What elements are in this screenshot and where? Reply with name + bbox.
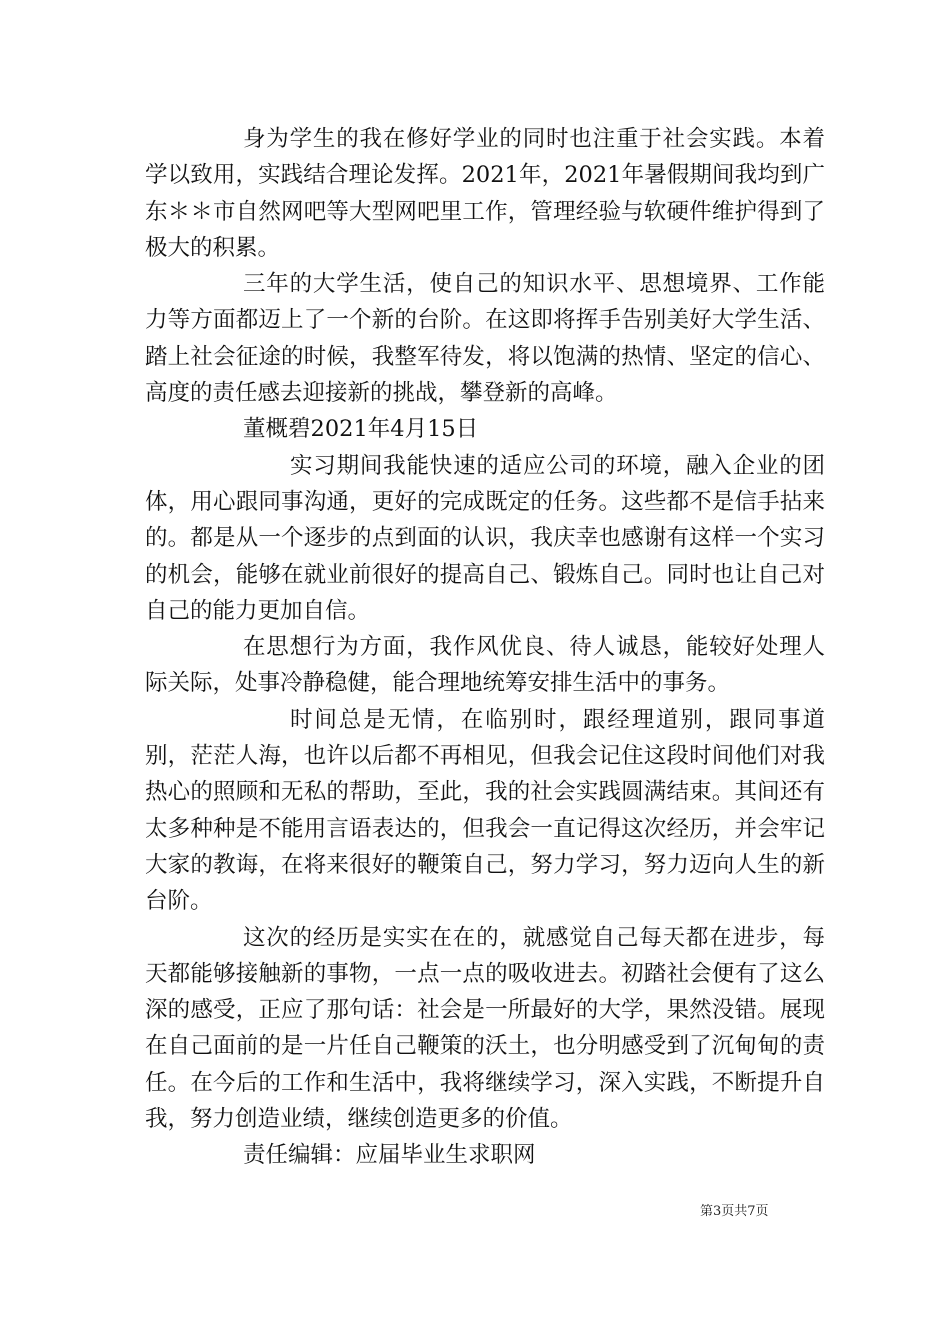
paragraph-experience: 这次的经历是实实在在的，就感觉自己每天都在进步，每天都能够接触新的事物，一点一点的吸收进去。初踏社会便有了这么深的感受，正应了那句话：社会是一所最好的大学，果然没错。展现在自己面前的是一片任自己鞭策的沃土，也分明感受到了沉甸甸的责任。在今后的工作和生活中，我将继续学习，深入实践，不断提升自我，努力创造业绩，继续创造更多的价值。 bbox=[145, 924, 825, 1133]
paragraph-university-life: 三年的大学生活，使自己的知识水平、思想境界、工作能力等方面都迈上了一个新的台阶。在这即将挥手告别美好大学生活、踏上社会征途的时候，我整军待发，将以饱满的热情、坚定的信心、高度的责任感去迎接新的挑战，攀登新的高峰。 bbox=[145, 271, 825, 407]
paragraph-conduct: 在思想行为方面，我作风优良、待人诚恳，能较好处理人际关际，处事冷静稳健，能合理地统筹安排生活中的事务。 bbox=[145, 634, 825, 697]
page-number: 第3页共7页 bbox=[700, 1204, 769, 1219]
document-body bbox=[145, 121, 825, 1174]
signature-line: 董概碧2021年4月15日 bbox=[243, 416, 479, 443]
paragraph-internship: 实习期间我能快速的适应公司的环境，融入企业的团体，用心跟同事沟通，更好的完成既定的任务。这些都不是信手拈来的。都是从一个逐步的点到面的认识，我庆幸也感谢有这样一个实习的机会，能够在就业前很好的提高自己、锻炼自己。同时也让自己对自己的能力更加自信。 bbox=[145, 452, 825, 624]
paragraph-social-practice: 身为学生的我在修好学业的同时也注重于社会实践。本着学以致用，实践结合理论发挥。2021年，2021年暑假期间我均到广东＊＊市自然网吧等大型网吧里工作，管理经验与软硬件维护得到了极大的积累。 bbox=[145, 126, 825, 261]
editor-line: 责任编辑：应届毕业生求职网 bbox=[243, 1142, 536, 1169]
paragraph-farewell: 时间总是无情，在临别时，跟经理道别，跟同事道别，茫茫人海，也许以后都不再相见，但我会记住这段时间他们对我热心的照顾和无私的帮助，至此，我的社会实践圆满结束。其间还有太多种种是不能用言语表达的，但我会一直记得这次经历，并会牢记大家的教诲，在将来很好的鞭策自己，努力学习，努力迈向人生的新台阶。 bbox=[145, 706, 825, 915]
